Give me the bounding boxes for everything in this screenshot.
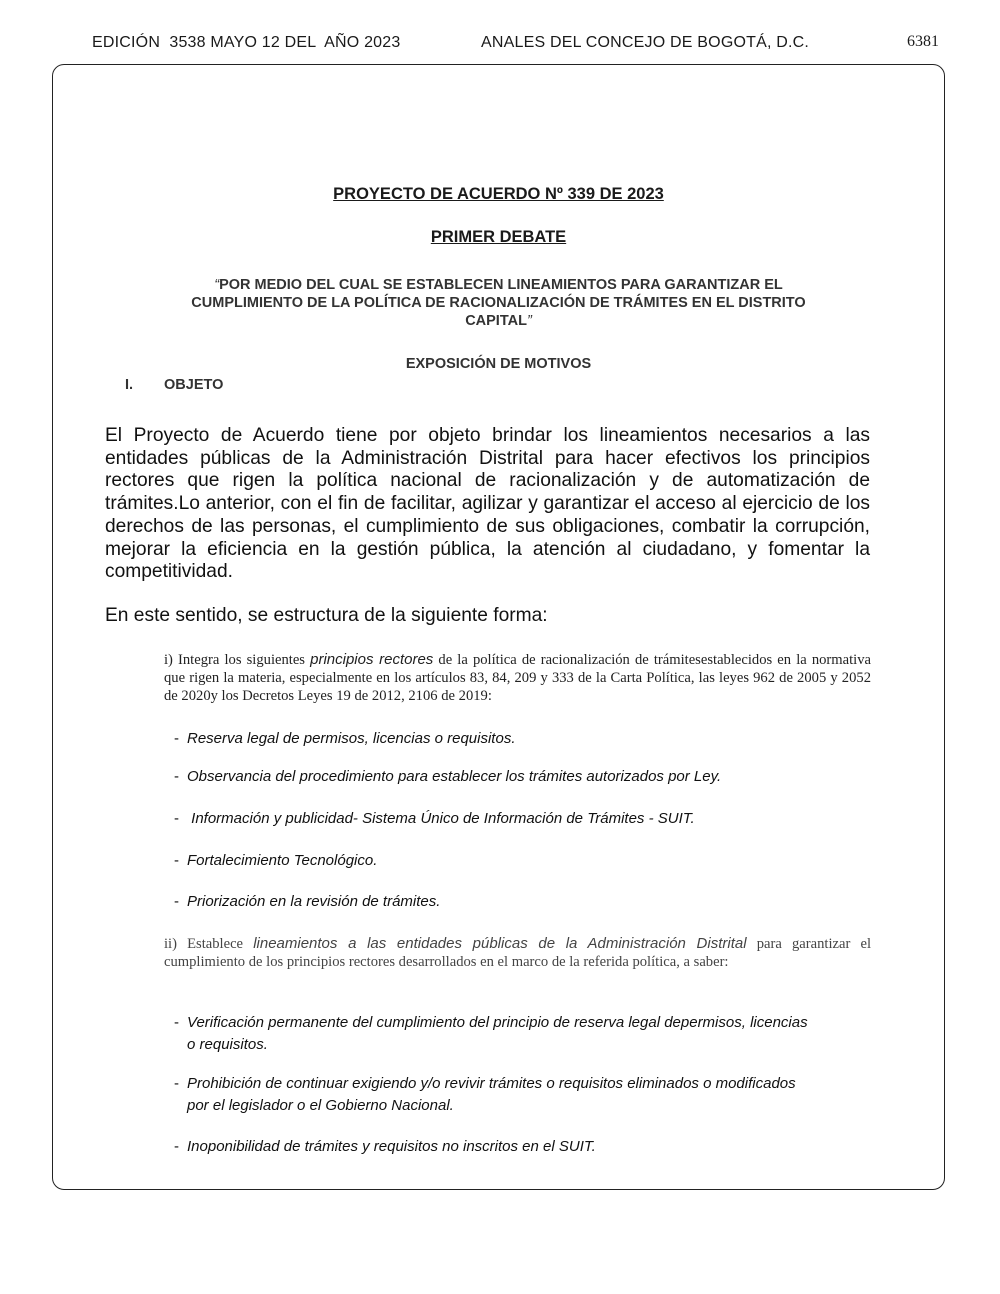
guideline-text: Inoponibilidad de trámites y requisitos no inscritos en el SUIT. [187, 1138, 596, 1155]
bullet-dash: - [174, 730, 179, 747]
item-i-paragraph [164, 651, 871, 705]
item-ii-emphasis: lineamientos a las entidades públicas de la Administración Distrital [253, 935, 747, 952]
list-item [174, 1136, 814, 1158]
document-title: PROYECTO DE ACUERDO Nº 339 DE 2023 [333, 185, 664, 203]
list-item [174, 808, 814, 830]
list-item [174, 1012, 814, 1056]
item-i-before: i) Integra los siguientes [164, 652, 311, 668]
bullet-dash: - [174, 1014, 179, 1031]
principle-text: Fortalecimiento Tecnológico. [187, 852, 378, 869]
bullet-dash: - [174, 1075, 179, 1092]
principle-text: Priorización en la revisión de trámites. [187, 893, 441, 910]
close-quote: ” [526, 313, 532, 329]
publication-name: ANALES DEL CONCEJO DE BOGOTÁ, D.C. [481, 34, 810, 51]
bullet-dash: - [174, 852, 179, 869]
principle-text: Observancia del procedimiento para establecer los trámites autorizados por Ley. [187, 768, 722, 785]
guideline-text: Verificación permanente del cumplimiento del principio de reserva legal depermisos, licencias o requisitos. [187, 1014, 808, 1053]
section-heading: EXPOSICIÓN DE MOTIVOS [405, 356, 592, 372]
subtitle-line-1: POR MEDIO DEL CUAL SE ESTABLECEN LINEAMIENTOS PARA GARANTIZAR EL [219, 277, 783, 293]
item-i-emphasis: principios rectores [310, 651, 434, 668]
subtitle-line-2: CUMPLIMIENTO DE LA POLÍTICA DE RACIONALIZACIÓN DE TRÁMITES EN EL DISTRITO [191, 295, 806, 311]
bullet-dash: - [174, 1138, 179, 1155]
item-ii-after: para garantizar el cumplimiento de los principios rectores desarrollados en el marco de la referida política, a saber: [164, 936, 871, 970]
structure-intro: En este sentido, se estructura de la siguiente forma: [105, 605, 548, 626]
page-number: 6381 [907, 33, 939, 50]
debate-label: PRIMER DEBATE [430, 228, 567, 246]
open-quote: “ [214, 277, 220, 293]
edition-date: EDICIÓN 3538 MAYO 12 DEL AÑO 2023 [92, 34, 401, 51]
list-item [174, 891, 814, 913]
list-item [174, 728, 814, 750]
bullet-dash: - [174, 810, 179, 827]
section-title: OBJETO [164, 377, 224, 393]
guideline-text: Prohibición de continuar exigiendo y/o revivir trámites o requisitos eliminados o modificados por el legislador o el Gobierno Nacional. [187, 1075, 796, 1114]
principle-text: Reserva legal de permisos, licencias o requisitos. [187, 730, 516, 747]
list-item [174, 850, 814, 872]
bullet-dash: - [174, 768, 179, 785]
section-number: I. [125, 377, 134, 393]
item-ii-before: ii) Establece [164, 936, 254, 952]
list-item [174, 766, 814, 788]
list-item [174, 1073, 814, 1117]
principle-text: Información y publicidad- Sistema Único de Información de Trámites - SUIT. [187, 810, 695, 827]
item-ii-paragraph [164, 935, 871, 971]
item-i-after: de la política de racionalización de trámitesestablecidos en la normativa que rigen la materia, especialmente en los artículos 83, 84, 209 y 333 de la Carta Política, las leyes 962 de 2005 y 2052 de 2020y los Decretos Leyes 19 de 2012, 2106 de 2019: [164, 652, 872, 704]
subtitle-line-3: CAPITAL [465, 313, 527, 329]
document-subtitle [52, 276, 945, 330]
bullet-dash: - [174, 893, 179, 910]
objective-paragraph: El Proyecto de Acuerdo tiene por objeto brindar los lineamientos necesarios a las entidades públicas de la Administración Distrital para hacer efectivos los principios rectores que rigen la política nacional de racionalización y de automatización de trámites.Lo anterior, con el fin de facilitar, agilizar y garantizar el acceso al ejercicio de los derechos de las personas, el cumplimiento de sus obligaciones, combatir la corrupción, mejorar la eficiencia en la gestión pública, la atención al ciudadano, y fomentar la competitividad. [105, 425, 870, 583]
